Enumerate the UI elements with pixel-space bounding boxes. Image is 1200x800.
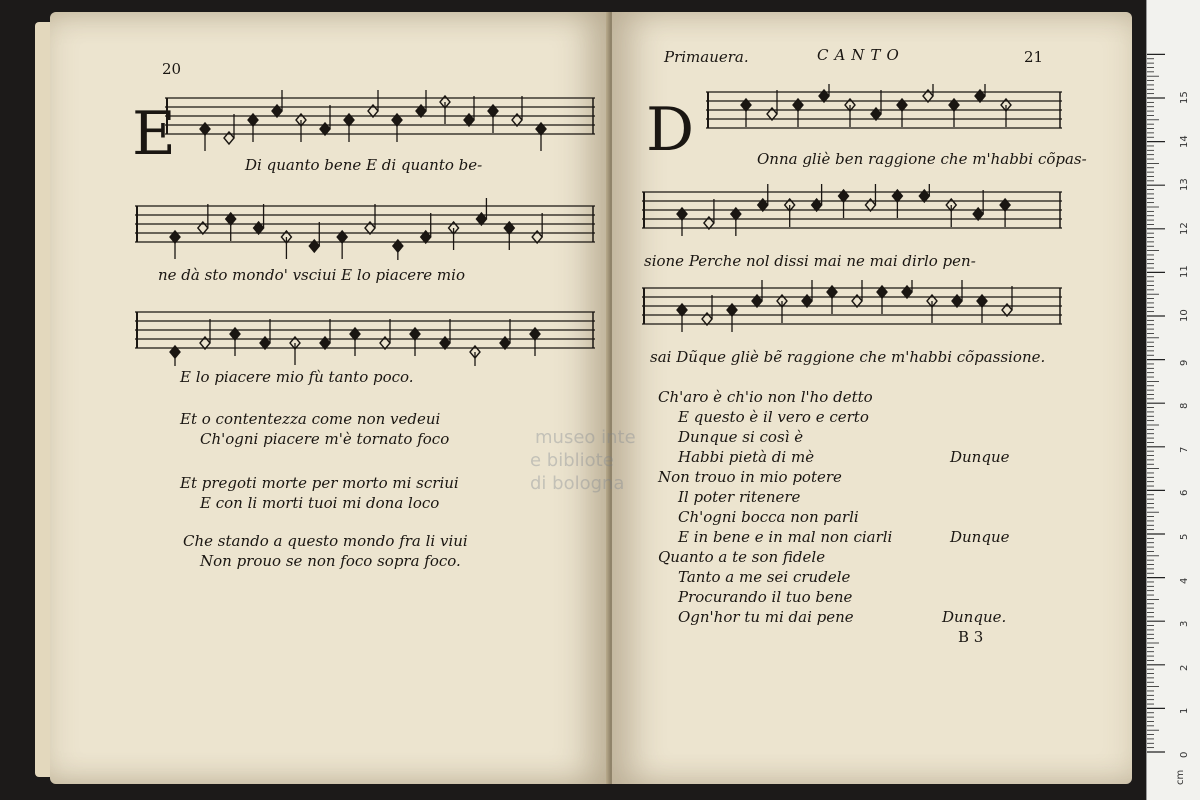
ruler-unit: cm	[1175, 769, 1186, 785]
ruler-label: 0	[1179, 751, 1190, 758]
left-page	[50, 12, 610, 784]
verse-line-10: Tanto a me sei crudele	[678, 568, 851, 586]
stanza-1-line-2: Ch'ogni piacere m'è tornato foco	[200, 430, 450, 448]
left-initial-letter: E	[132, 99, 176, 169]
right-initial-letter: D	[646, 95, 695, 165]
ruler-label: 3	[1179, 620, 1190, 628]
verse-line-2: E questo è il vero e certo	[678, 408, 869, 426]
ruler-label: 6	[1179, 490, 1190, 497]
right-page-number: 21	[1024, 48, 1044, 66]
left-lyric-line-3: E lo piacere mio fù tanto poco.	[180, 368, 414, 386]
ruler-label: 12	[1179, 222, 1190, 235]
left-lyric-line-2: ne dà sto mondo' vsciui E lo piacere mio	[158, 266, 465, 284]
ruler-label: 14	[1179, 134, 1190, 148]
ruler-label: 11	[1179, 265, 1190, 279]
refrain-2: Dunque	[950, 528, 1010, 546]
right-lyric-line-1: Onna gliè ben raggione che m'habbi cõpas-	[757, 150, 1087, 168]
verse-line-3: Dunque si così è	[678, 428, 804, 446]
running-title: Primauera.	[664, 48, 749, 66]
verse-line-6: Il poter ritenere	[678, 488, 801, 506]
ruler-label: 10	[1179, 309, 1190, 322]
right-staff-3	[642, 280, 1062, 342]
right-lyric-line-3: sai Dũque gliè bẽ raggione che m'habbi cõpassione.	[650, 348, 1046, 366]
watermark-line-3: di bologna	[530, 473, 625, 494]
ruler-label: 8	[1179, 402, 1190, 410]
stanza-3-line-1: Che stando a questo mondo fra li viui	[183, 532, 468, 550]
verse-line-4: Habbi pietà di mè	[678, 448, 815, 466]
ruler-label: 7	[1179, 446, 1190, 453]
measuring-ruler	[1146, 0, 1200, 800]
left-staff-1	[165, 90, 595, 152]
ruler-label: 15	[1179, 91, 1190, 104]
stanza-3-line-2: Non prouo se non foco sopra foco.	[200, 552, 461, 570]
refrain-1: Dunque	[950, 448, 1010, 466]
left-staff-2	[135, 198, 595, 260]
verse-line-5: Non trouo in mio potere	[658, 468, 842, 486]
voice-heading: CANTO	[817, 46, 905, 64]
ruler-label: 2	[1179, 664, 1190, 671]
left-lyric-line-1: Di quanto bene E di quanto be-	[245, 156, 483, 174]
right-lyric-line-2: sione Perche nol dissi mai ne mai dirlo pen-	[644, 252, 976, 270]
verse-line-12: Ogn'hor tu mi dai pene	[678, 608, 854, 626]
watermark-line-2: e bibliote	[530, 450, 614, 471]
stanza-2-line-1: Et pregoti morte per morto mi scriui	[180, 474, 459, 492]
stanza-1-line-1: Et o contentezza come non vedeui	[180, 410, 441, 428]
ruler-label: 1	[1179, 708, 1190, 715]
ruler-label: 13	[1179, 178, 1190, 192]
watermark-line-1: museo inte	[535, 427, 636, 448]
ruler-ticks	[1147, 0, 1200, 800]
verse-line-9: Quanto a te son fidele	[658, 548, 826, 566]
left-staff-3	[135, 304, 595, 366]
signature-mark: B 3	[958, 628, 984, 646]
ruler-label: 5	[1179, 533, 1190, 540]
verse-line-8: E in bene e in mal non ciarli	[678, 528, 893, 546]
right-staff-2	[642, 184, 1062, 246]
refrain-3: Dunque.	[942, 608, 1007, 626]
right-page	[612, 12, 1132, 784]
ruler-label: 4	[1179, 577, 1190, 584]
left-page-number: 20	[162, 60, 182, 78]
verse-line-11: Procurando il tuo bene	[678, 588, 853, 606]
verse-line-7: Ch'ogni bocca non parli	[678, 508, 859, 526]
right-staff-1	[706, 84, 1062, 146]
stanza-2-line-2: E con li morti tuoi mi dona loco	[200, 494, 440, 512]
verse-line-1: Ch'aro è ch'io non l'ho detto	[658, 388, 873, 406]
ruler-label: 9	[1179, 359, 1190, 366]
open-book	[30, 12, 1130, 784]
